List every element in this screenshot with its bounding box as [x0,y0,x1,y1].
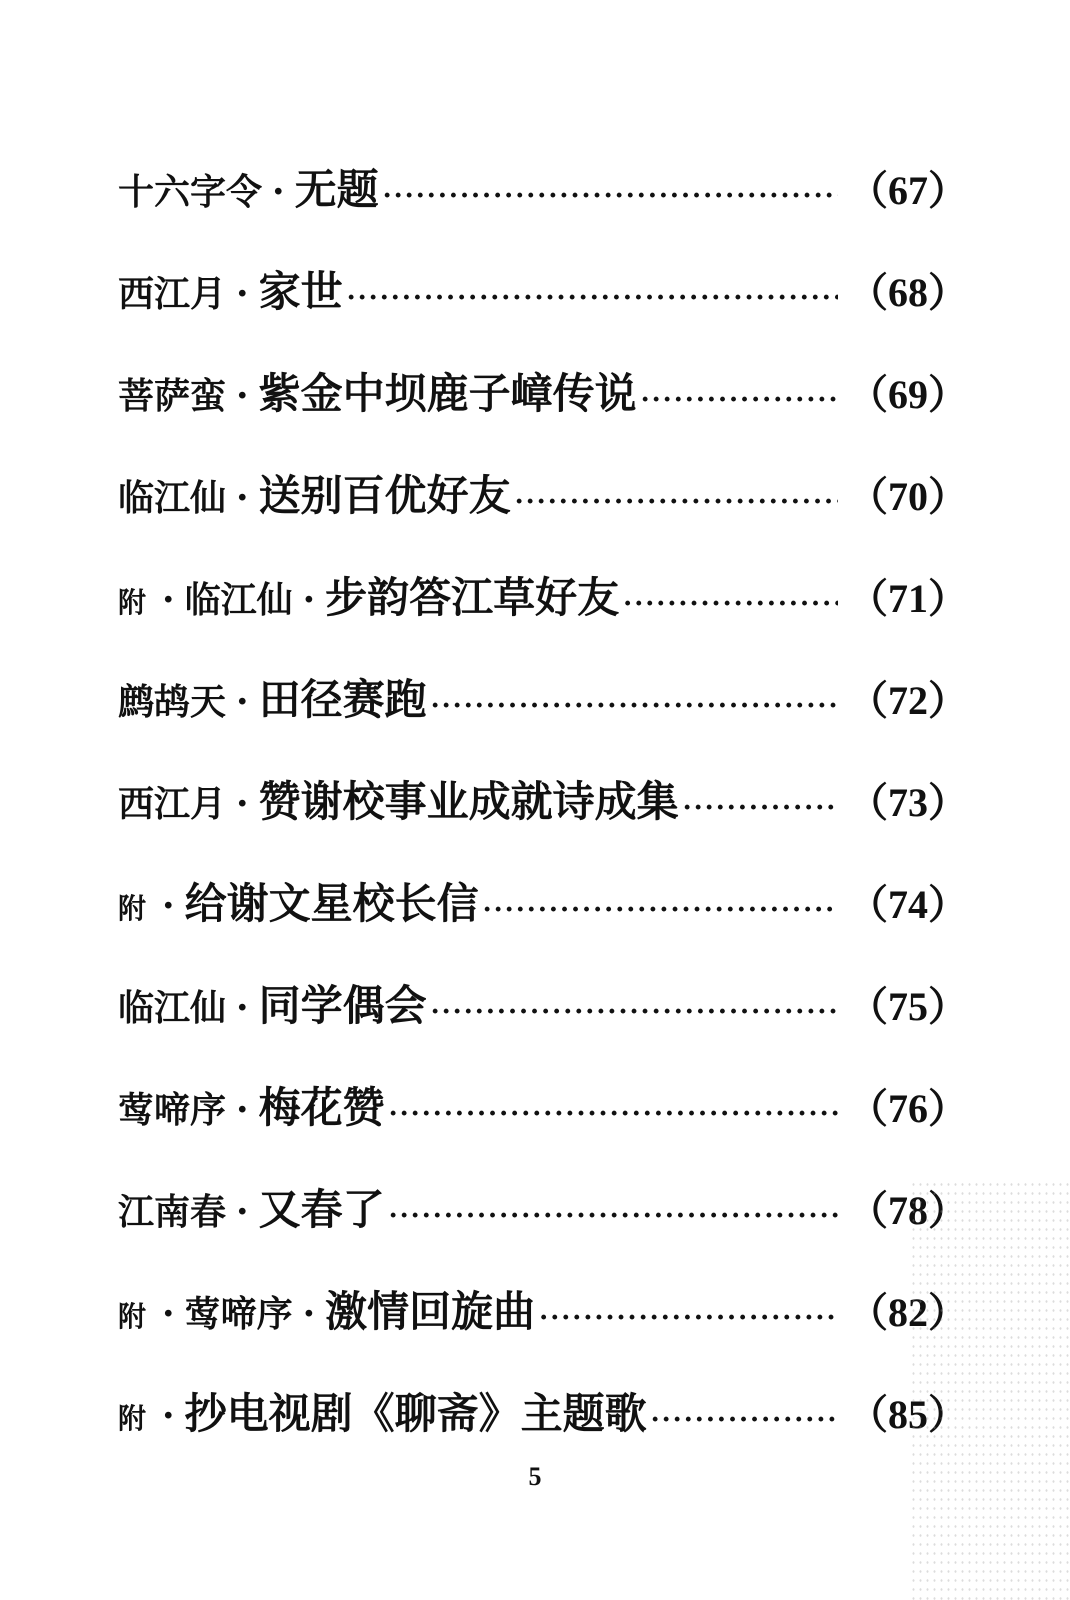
entry-title: 给谢文星校长信 [184,879,479,928]
toc-entry [118,1282,968,1384]
table-of-contents [118,160,968,1486]
entry-title: 梅花赞 [258,1083,385,1132]
entry-page-ref: （74） [848,882,968,927]
dot-leader [431,676,838,736]
dot-leader [641,370,838,430]
entry-title: 步韵答江草好友 [325,573,620,622]
entry-tune: 临江仙 [118,987,227,1029]
entry-page-ref: （85） [848,1392,968,1437]
toc-entry [118,772,968,874]
dot-leader [389,1084,838,1144]
toc-entry [118,1078,968,1180]
entry-separator: · [302,1293,316,1335]
toc-entry [118,568,968,670]
dot-leader [623,574,838,634]
entry-page-ref: （82） [848,1290,968,1335]
entry-separator: · [162,885,175,927]
toc-entry [118,364,968,466]
entry-separator: · [236,375,249,417]
entry-tune: 临江仙 [118,477,227,519]
dot-leader [483,880,838,940]
entry-separator: · [162,1395,175,1437]
entry-tune: 莺啼序 [184,1293,293,1335]
entry-title: 家世 [258,267,343,316]
entry-prefix: 附 [118,1300,147,1333]
dot-leader [539,1288,838,1348]
entry-title: 田径赛跑 [258,675,427,724]
entry-page-ref: （78） [848,1188,968,1233]
entry-prefix: 附 [118,1402,147,1435]
entry-title: 无题 [294,165,379,214]
entry-separator: · [236,1089,249,1131]
toc-entry [118,874,968,976]
entry-page-ref: （68） [848,270,968,315]
entry-tune: 临江仙 [184,579,293,621]
entry-title: 赞谢校事业成就诗成集 [258,777,679,826]
toc-entry [118,1180,968,1282]
entry-tune: 菩萨蛮 [118,375,227,417]
entry-tune: 莺啼序 [118,1089,227,1131]
entry-title: 同学偶会 [258,981,427,1030]
entry-tune: 西江月 [118,783,227,825]
dot-leader [383,166,838,226]
dot-leader [683,778,838,838]
entry-title: 抄电视剧《聊斋》主题歌 [184,1389,647,1438]
entry-page-ref: （67） [848,168,968,213]
entry-title: 送别百优好友 [258,471,511,520]
dot-leader [389,1186,838,1246]
entry-page-ref: （71） [848,576,968,621]
entry-page-ref: （70） [848,474,968,519]
entry-page-ref: （76） [848,1086,968,1131]
entry-separator: · [302,579,316,621]
entry-page-ref: （73） [848,780,968,825]
entry-title: 激情回旋曲 [325,1287,536,1336]
entry-page-ref: （69） [848,372,968,417]
entry-prefix: 附 [118,892,147,925]
dot-leader [431,982,838,1042]
entry-separator: · [236,477,249,519]
toc-entry [118,466,968,568]
entry-prefix: 附 [118,586,147,619]
entry-separator: · [236,783,249,825]
toc-entry [118,262,968,364]
page-number: 5 [528,1462,542,1491]
entry-separator: · [162,579,175,621]
entry-separator: · [236,273,249,315]
entry-page-ref: （75） [848,984,968,1029]
entry-tune: 十六字令 [118,171,263,213]
entry-tune: 西江月 [118,273,227,315]
entry-separator: · [162,1293,175,1335]
dot-leader [515,472,838,532]
dot-leader [651,1390,838,1450]
entry-separator: · [272,171,285,213]
entry-title: 又春了 [258,1185,385,1234]
entry-separator: · [236,1191,249,1233]
toc-entry [118,976,968,1078]
entry-page-ref: （72） [848,678,968,723]
entry-tune: 江南春 [118,1191,227,1233]
entry-separator: · [236,681,249,723]
toc-entry [118,160,968,262]
entry-title: 紫金中坝鹿子嶂传说 [258,369,637,418]
scan-noise [910,1180,1070,1600]
dot-leader [347,268,838,328]
entry-separator: · [236,987,249,1029]
toc-entry [118,670,968,772]
entry-tune: 鹧鸪天 [118,681,227,723]
